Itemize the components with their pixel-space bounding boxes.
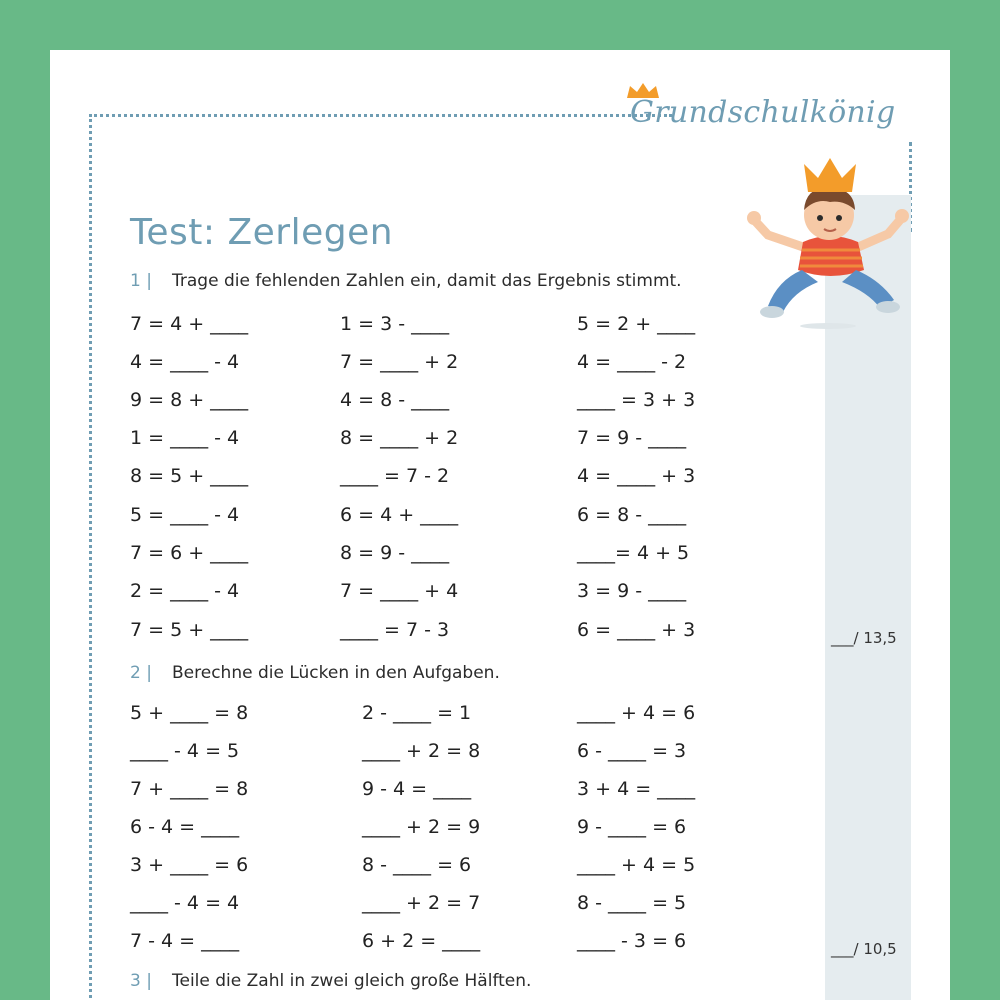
task-3-number: 3 |: [130, 971, 152, 991]
task-2-equation[interactable]: 5 + ____ = 8: [130, 702, 249, 724]
boy-with-crown-illustration: [738, 130, 918, 330]
task-1-score: ___/ 13,5: [831, 629, 897, 647]
task-3-instruction: Teile die Zahl in zwei gleich große Hälften.: [172, 971, 532, 991]
task-1-equation[interactable]: 4 = 8 - ____: [340, 389, 450, 411]
task-1-equation[interactable]: 5 = 2 + ____: [577, 313, 696, 335]
task-2-equation[interactable]: ____ - 3 = 6: [577, 930, 687, 952]
task-1-equation[interactable]: 8 = ____ + 2: [340, 427, 459, 449]
task-1-equation[interactable]: 5 = ____ - 4: [130, 504, 240, 526]
brand-logo[interactable]: Grundschulkönig: [630, 95, 896, 130]
task-1-equation[interactable]: 7 = ____ + 2: [340, 351, 459, 373]
task-2-equation[interactable]: ____ + 2 = 7: [362, 892, 481, 914]
task-1-heading: [130, 271, 682, 295]
task-1-equation[interactable]: 6 = ____ + 3: [577, 619, 696, 641]
task-2-equation[interactable]: 8 - ____ = 6: [362, 854, 472, 876]
task-1-equation[interactable]: 9 = 8 + ____: [130, 389, 249, 411]
task-2-equation[interactable]: ____ - 4 = 5: [130, 740, 240, 762]
task-1-equation[interactable]: ____ = 7 - 2: [340, 465, 450, 487]
task-2-equation[interactable]: 6 - 4 = ____: [130, 816, 240, 838]
task-2-equation[interactable]: ____ + 2 = 8: [362, 740, 481, 762]
task-2-equation[interactable]: ____ + 4 = 6: [577, 702, 696, 724]
task-1-equation[interactable]: ____ = 3 + 3: [577, 389, 696, 411]
task-1-equation[interactable]: 7 = 6 + ____: [130, 542, 249, 564]
task-1-equation[interactable]: 3 = 9 - ____: [577, 580, 687, 602]
task-2-equation[interactable]: 6 - ____ = 3: [577, 740, 687, 762]
task-2-score: ___/ 10,5: [831, 940, 897, 958]
task-1-equation[interactable]: 6 = 4 + ____: [340, 504, 459, 526]
task-2-equation[interactable]: 7 + ____ = 8: [130, 778, 249, 800]
page-title: Test: Zerlegen: [130, 212, 394, 253]
task-1-equation[interactable]: ____= 4 + 5: [577, 542, 690, 564]
task-1-equation[interactable]: 7 = 4 + ____: [130, 313, 249, 335]
task-1-instruction: Trage die fehlenden Zahlen ein, damit das Ergebnis stimmt.: [172, 271, 682, 291]
task-1-equation[interactable]: 4 = ____ - 4: [130, 351, 240, 373]
task-1-equation[interactable]: 4 = ____ + 3: [577, 465, 696, 487]
task-2-equation[interactable]: 9 - ____ = 6: [577, 816, 687, 838]
task-1-equation[interactable]: ____ = 7 - 3: [340, 619, 450, 641]
task-2-instruction: Berechne die Lücken in den Aufgaben.: [172, 663, 500, 683]
task-1-equation[interactable]: 2 = ____ - 4: [130, 580, 240, 602]
task-2-equation[interactable]: 3 + ____ = 6: [130, 854, 249, 876]
task-1-equation[interactable]: 1 = 3 - ____: [340, 313, 450, 335]
task-1-number: 1 |: [130, 271, 152, 291]
task-2-equation[interactable]: 3 + 4 = ____: [577, 778, 696, 800]
task-2-equation[interactable]: 8 - ____ = 5: [577, 892, 687, 914]
task-3-heading: [130, 971, 531, 995]
task-1-equation[interactable]: 8 = 9 - ____: [340, 542, 450, 564]
task-1-equation[interactable]: 1 = ____ - 4: [130, 427, 240, 449]
dotted-border-left: [89, 114, 92, 1000]
task-2-equation[interactable]: 9 - 4 = ____: [362, 778, 472, 800]
task-1-equation[interactable]: 4 = ____ - 2: [577, 351, 687, 373]
task-1-equation[interactable]: 7 = 5 + ____: [130, 619, 249, 641]
dotted-border-top: [89, 114, 672, 117]
task-2-equation[interactable]: 6 + 2 = ____: [362, 930, 481, 952]
worksheet-page: [50, 50, 950, 1000]
task-2-equation[interactable]: ____ + 2 = 9: [362, 816, 481, 838]
task-1-equation[interactable]: 8 = 5 + ____: [130, 465, 249, 487]
task-2-equation[interactable]: ____ + 4 = 5: [577, 854, 696, 876]
task-1-equation[interactable]: 7 = 9 - ____: [577, 427, 687, 449]
task-2-equation[interactable]: ____ - 4 = 4: [130, 892, 240, 914]
task-2-equation[interactable]: 2 - ____ = 1: [362, 702, 472, 724]
task-1-equation[interactable]: 7 = ____ + 4: [340, 580, 459, 602]
task-2-equation[interactable]: 7 - 4 = ____: [130, 930, 240, 952]
task-1-equation[interactable]: 6 = 8 - ____: [577, 504, 687, 526]
task-2-heading: [130, 663, 500, 687]
task-2-number: 2 |: [130, 663, 152, 683]
